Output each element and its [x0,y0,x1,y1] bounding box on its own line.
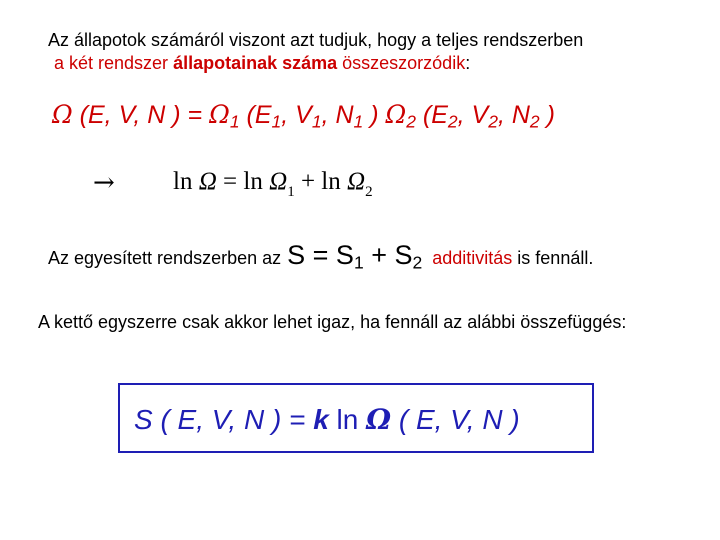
intro-line-2-part-a: a két rendszer [54,53,174,73]
multiplicity-equation [52,100,555,130]
additivity-word: additivitás [432,248,513,268]
intro-line-2-emphasis: állapotainak száma [173,53,338,73]
ln-omega-1: Ω [269,168,288,195]
ln-omega-2-subscript: 2 [365,183,373,200]
ln-label: ln [173,168,199,195]
entropy-sum-sub-2: 2 [412,252,423,273]
boltzmann-rhs: ( E, V, N ) [391,404,520,435]
args-1-v-subscript: 1 [311,111,322,132]
args-1-n: , N [321,101,354,129]
args-2-close: ) [539,101,555,129]
boltzmann-formula [134,403,520,436]
omega-2-subscript: 2 [406,111,416,132]
intro-line-2-colon: : [465,53,471,73]
boltzmann-constant: k [313,404,329,435]
ln-omega-1-subscript: 1 [287,183,295,200]
boltzmann-omega: Ω [366,403,392,436]
args-1-e-subscript: 1 [271,111,282,132]
args-2-v: , V [457,101,489,129]
implies-arrow-icon: → [93,168,115,198]
args-1-e: (E [239,101,272,129]
additivity-tail: is fennáll. [512,248,594,268]
args-2-n: , N [497,101,530,129]
omega-symbol: Ω [52,100,73,129]
ln-plus: + ln [294,168,347,195]
intro-line-1: Az állapotok számáról viszont azt tudjuk, hogy a teljes rendszerben [48,30,584,50]
args-1-v: , V [281,101,312,129]
entropy-sum-part-b: + S [363,240,413,270]
additivity-statement [48,240,593,271]
args-2-e: (E [415,101,448,129]
additivity-lead: Az egyesített rendszerben az [48,248,282,268]
args-1-n-subscript: 1 [353,111,364,132]
boltzmann-ln: ln [328,404,367,435]
args-2-e-subscript: 2 [447,111,458,132]
intro-line-2-part-c: összeszorzódik [337,53,466,73]
args-2-v-subscript: 2 [488,111,498,132]
ln-omega-2: Ω [346,168,366,195]
omega-2-symbol: Ω [385,100,407,129]
boltzmann-lhs: S ( E, V, N ) = [134,404,314,435]
omega-1-subscript: 1 [229,111,240,132]
condition-statement: A kettő egyszerre csak akkor lehet igaz, ha fennáll az alábbi összefüggés: [38,312,627,332]
omega-1-symbol: Ω [209,100,230,129]
entropy-sum-formula [287,240,423,273]
args-1-close: ) [363,101,386,129]
ln-omega: Ω [198,168,217,195]
ln-equals: = ln [216,168,270,195]
intro-line-2 [54,53,470,74]
args-2-n-subscript: 2 [529,111,540,132]
log-equation [173,168,373,200]
omega-arguments: (E, V, N ) = [72,101,210,129]
entropy-sum-part-a: S = S [287,240,354,270]
entropy-sum-sub-1: 1 [353,252,364,273]
